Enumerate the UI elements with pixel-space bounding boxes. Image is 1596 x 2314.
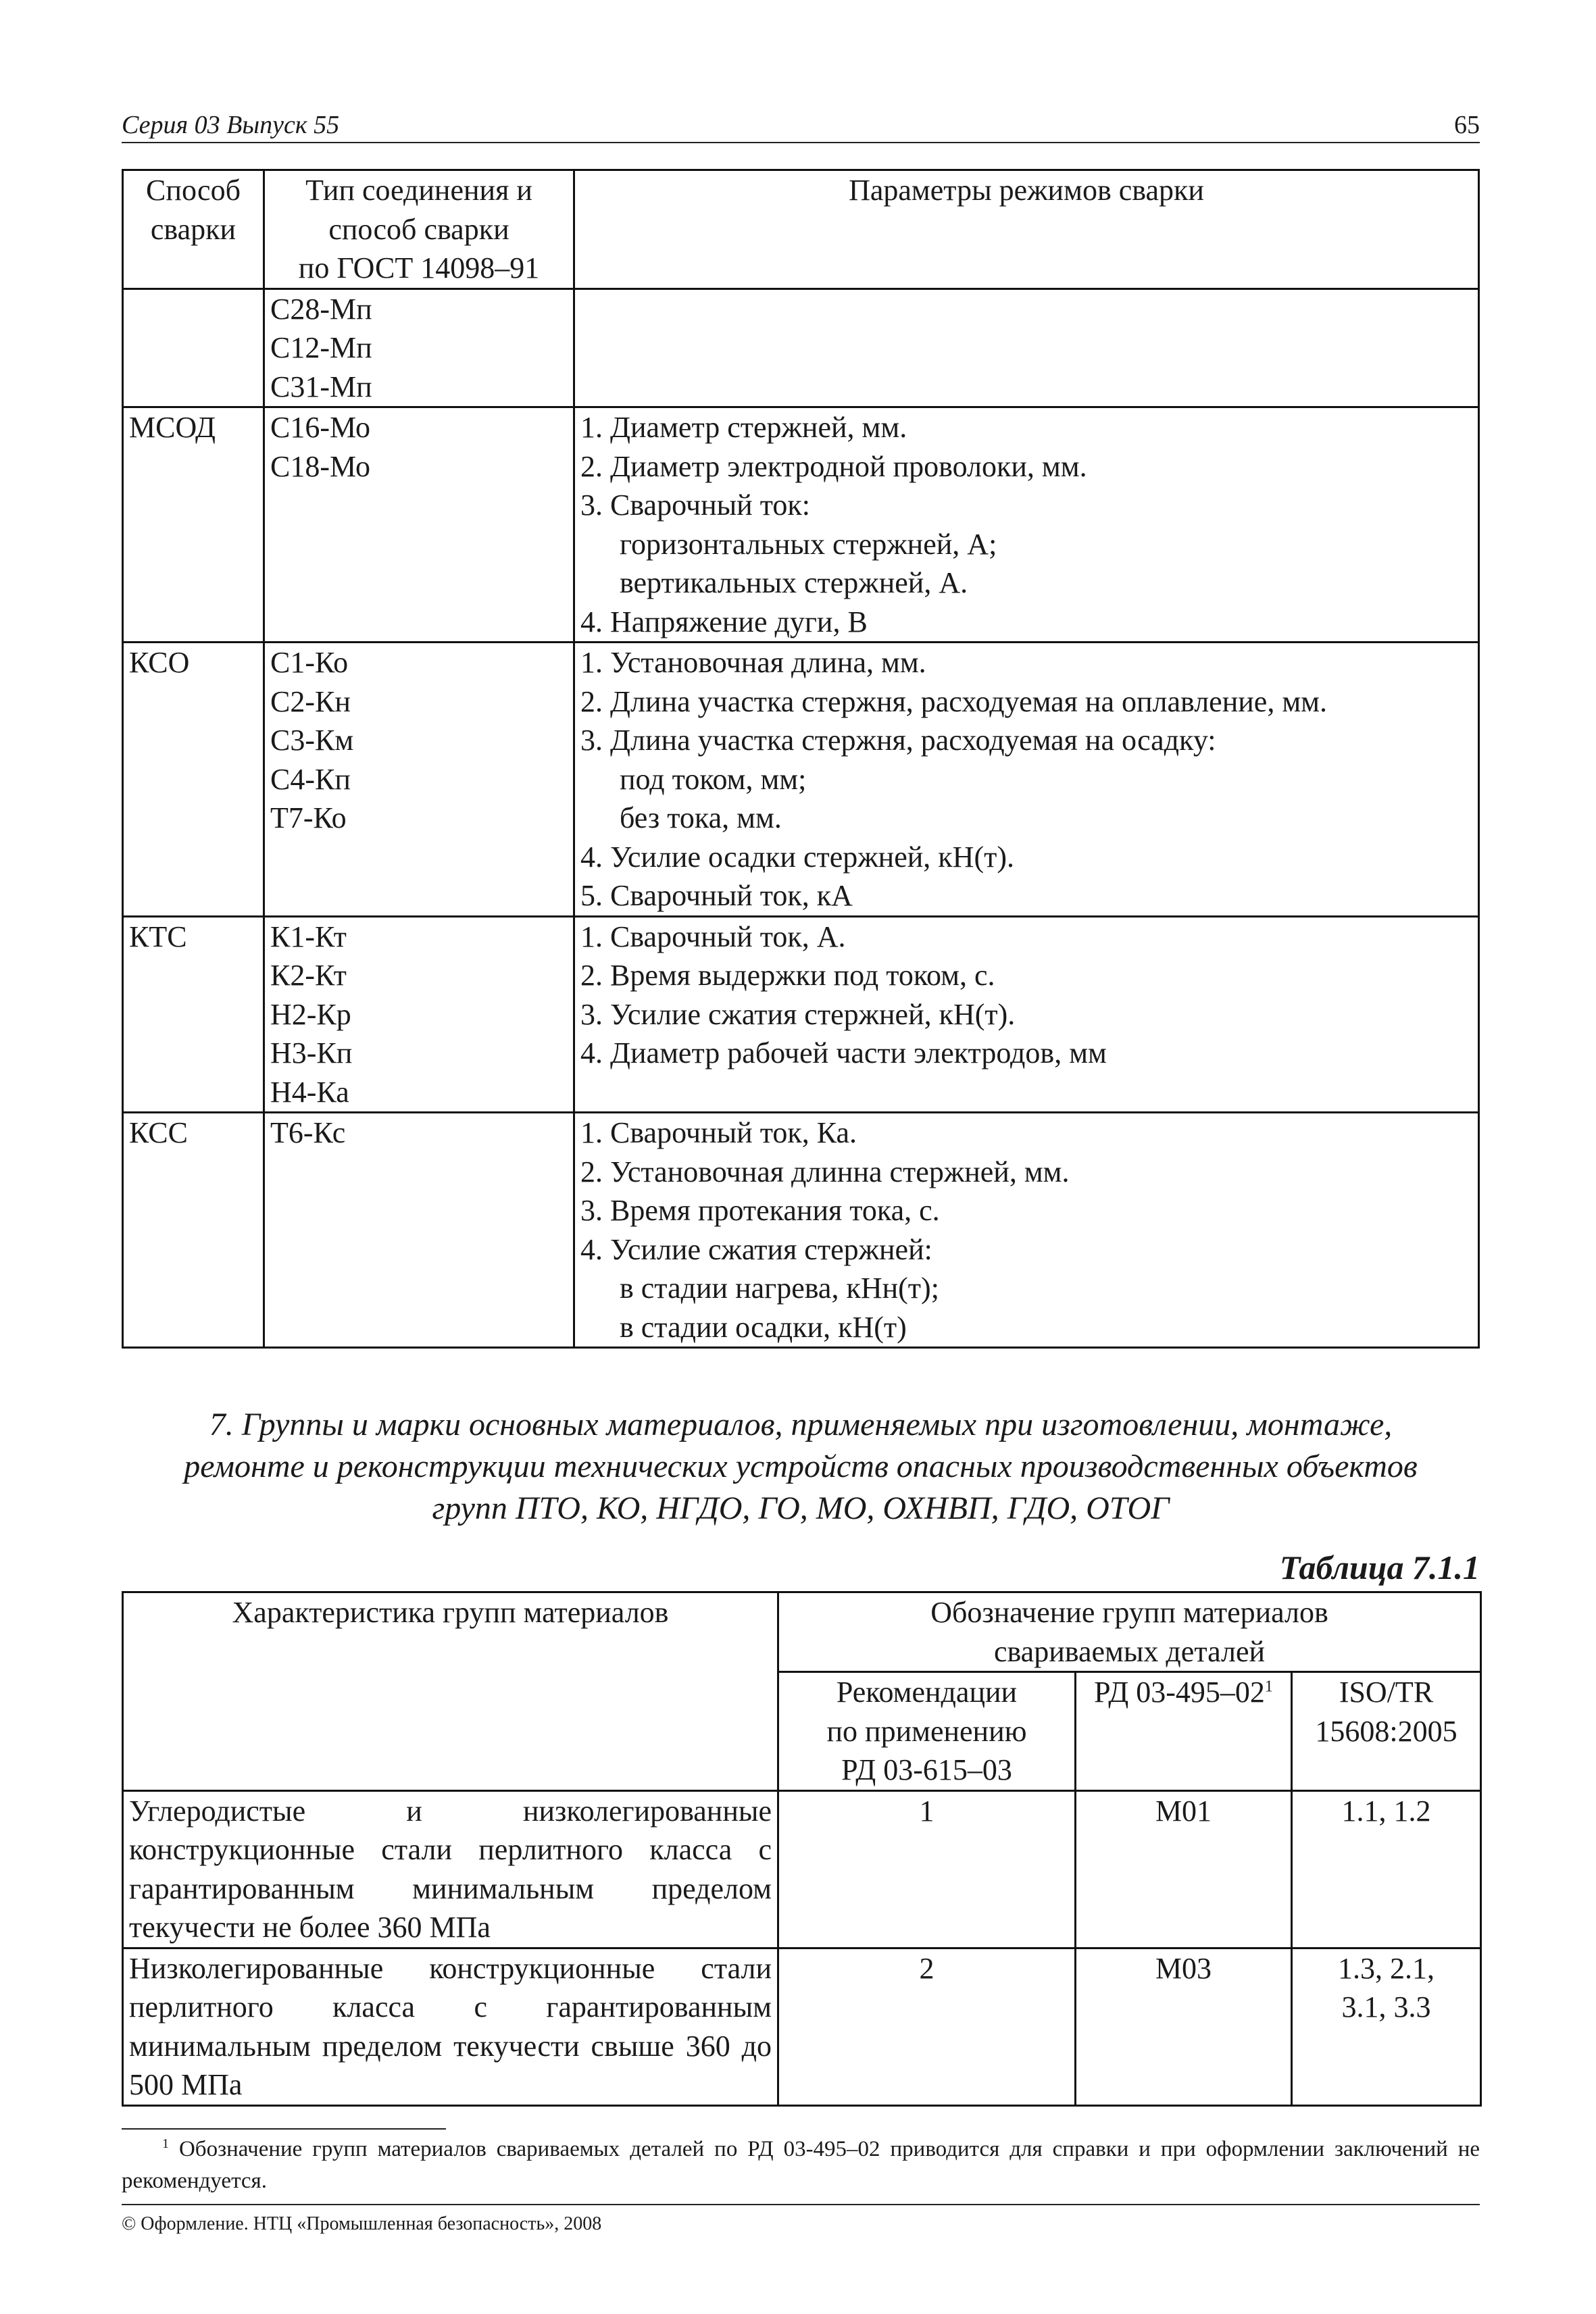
- joint-code: С3-Км: [270, 724, 354, 757]
- joint-code: С18-Мо: [270, 449, 371, 483]
- parameter-line: горизонтальных стержней, А;: [620, 527, 997, 561]
- parameter-line: 1. Сварочный ток, Ка.: [580, 1116, 857, 1149]
- parameter-line: 2. Время выдержки под током, с.: [580, 959, 995, 992]
- table-row: [123, 1948, 1481, 2105]
- table-body: [123, 1790, 1481, 2105]
- table-row: [123, 1113, 1479, 1348]
- cell-joints: [264, 643, 574, 917]
- joint-code: С2-Кн: [270, 684, 351, 718]
- cell-parameters: [574, 916, 1479, 1113]
- joint-code: Н2-Кр: [270, 997, 351, 1031]
- header-designation: Обозначение групп материалов свариваемых деталей: [778, 1592, 1481, 1672]
- page-number: 65: [1454, 111, 1480, 139]
- welding-parameters-table: [122, 169, 1480, 1349]
- cell-method: [123, 288, 264, 407]
- footnote-rule: [122, 2128, 446, 2130]
- joint-code: К1-Кт: [270, 920, 347, 953]
- material-groups-table: [122, 1591, 1482, 2107]
- table-label: Таблица 7.1.1: [1279, 1549, 1480, 1586]
- header-parameters: Параметры режимов сварки: [574, 170, 1479, 289]
- cell-joints: [264, 288, 574, 407]
- cell-method: КСС: [123, 1113, 264, 1348]
- table-row: [123, 288, 1479, 407]
- header-characteristic: Характеристика групп материалов: [123, 1592, 778, 1791]
- cell-method: МСОД: [123, 407, 264, 643]
- footer-rule: [122, 2204, 1480, 2205]
- table-row: [123, 916, 1479, 1113]
- table-body: [123, 288, 1479, 1348]
- cell-rd-group: М01: [1076, 1790, 1292, 1948]
- joint-code: С12-Мп: [270, 331, 372, 364]
- cell-characteristic: Углеродистые и низколегированные конструкционные стали перлитного класса с гарантированным минимальным пределом текучести не более 360 МПа: [123, 1790, 778, 1948]
- cell-recommendation: 2: [778, 1948, 1076, 2105]
- parameter-line: 3. Усилие сжатия стержней, кН(т).: [580, 997, 1016, 1031]
- iso-value: 1.3, 2.1,: [1338, 1951, 1435, 1985]
- parameter-line: 3. Сварочный ток:: [580, 488, 810, 522]
- iso-value: 3.1, 3.3: [1341, 1990, 1431, 2023]
- copyright: © Оформление. НТЦ «Промышленная безопасность», 2008: [122, 2213, 602, 2234]
- series-title: Серия 03 Выпуск 55: [122, 111, 340, 139]
- cell-method: КСО: [123, 643, 264, 917]
- cell-parameters: [574, 407, 1479, 643]
- joint-code: К2-Кт: [270, 959, 347, 992]
- joint-code: Н4-Ка: [270, 1075, 349, 1109]
- table-row: [123, 407, 1479, 643]
- parameter-line: 2. Длина участка стержня, расходуемая на оплавление, мм.: [580, 684, 1328, 718]
- header-joint-type: Тип соединения и способ сварки по ГОСТ 14098–91: [264, 170, 574, 289]
- cell-rd-group: М03: [1076, 1948, 1292, 2105]
- cell-joints: [264, 407, 574, 643]
- parameter-line: 3. Длина участка стержня, расходуемая на осадку:: [580, 724, 1216, 757]
- section-title: 7. Группы и марки основных материалов, применяемых при изготовлении, монтаже, ремонте и реконструкции технических устройств опасных производственных объектов групп ПТО, КО, НГДО, ГО, МО, ОХНВП, ГДО, ОТОГ: [184, 1407, 1418, 1526]
- parameter-line: 3. Время протекания тока, с.: [580, 1194, 940, 1227]
- parameter-line: 2. Диаметр электродной проволоки, мм.: [580, 449, 1087, 483]
- table-row: [123, 643, 1479, 917]
- parameter-line: 5. Сварочный ток, кА: [580, 879, 853, 912]
- header-iso: ISO/TR 15608:2005: [1292, 1672, 1481, 1791]
- footnote-marker: 1: [1264, 1678, 1273, 1696]
- iso-value: 1.1, 1.2: [1341, 1794, 1431, 1828]
- table-header-row: [123, 170, 1479, 289]
- parameter-line: без тока, мм.: [620, 801, 782, 834]
- table-header-row: [123, 1592, 1481, 1672]
- header-recommendations: Рекомендации по применению РД 03-615–03: [778, 1672, 1076, 1791]
- parameter-line: 4. Напряжение дуги, В: [580, 605, 868, 638]
- cell-iso-group: [1292, 1790, 1481, 1948]
- footnote: $^1$ Обозначение групп материалов свариваемых деталей по РД 03-495–02 приводится для справки и при оформлении заключений не рекомендуется.: [122, 2136, 1480, 2193]
- table-row: [123, 1790, 1481, 1948]
- parameter-line: 2. Установочная длинна стержней, мм.: [580, 1155, 1070, 1188]
- cell-parameters: [574, 288, 1479, 407]
- joint-code: Т6-Кс: [270, 1116, 346, 1149]
- header-rd: РД $03-495-02^1$: [1076, 1672, 1292, 1791]
- parameter-line: 1. Установочная длина, мм.: [580, 646, 926, 679]
- cell-recommendation: 1: [778, 1790, 1076, 1948]
- parameter-line: вертикальных стержней, А.: [620, 566, 968, 599]
- joint-code: С31-Мп: [270, 370, 372, 403]
- cell-characteristic: Низколегированные конструкционные стали перлитного класса с гарантированным минимальным пределом текучести свыше 360 до 500 МПа: [123, 1948, 778, 2105]
- parameter-line: 4. Диаметр рабочей части электродов, мм: [580, 1036, 1107, 1070]
- joint-code: С4-Кп: [270, 762, 351, 796]
- header-rule: [122, 142, 1480, 143]
- joint-code: С16-Мо: [270, 411, 371, 444]
- joint-code: Т7-Ко: [270, 801, 347, 834]
- parameter-line: под током, мм;: [620, 762, 807, 796]
- parameter-line: 4. Усилие осадки стержней, кН(т).: [580, 840, 1014, 874]
- header-method: Способ сварки: [123, 170, 264, 289]
- running-header: [122, 108, 1480, 142]
- parameter-line: 1. Сварочный ток, А.: [580, 920, 846, 953]
- parameter-line: 1. Диаметр стержней, мм.: [580, 411, 907, 444]
- joint-code: С1-Ко: [270, 646, 349, 679]
- cell-joints: [264, 916, 574, 1113]
- parameter-line: в стадии нагрева, кНн(т);: [620, 1272, 939, 1305]
- cell-method: КТС: [123, 916, 264, 1113]
- joint-code: Н3-Кп: [270, 1036, 353, 1070]
- cell-joints: [264, 1113, 574, 1348]
- cell-parameters: [574, 1113, 1479, 1348]
- cell-iso-group: [1292, 1948, 1481, 2105]
- joint-code: С28-Мп: [270, 292, 372, 326]
- parameter-line: 4. Усилие сжатия стержней:: [580, 1232, 932, 1266]
- parameter-line: в стадии осадки, кН(т): [620, 1310, 907, 1344]
- cell-parameters: [574, 643, 1479, 917]
